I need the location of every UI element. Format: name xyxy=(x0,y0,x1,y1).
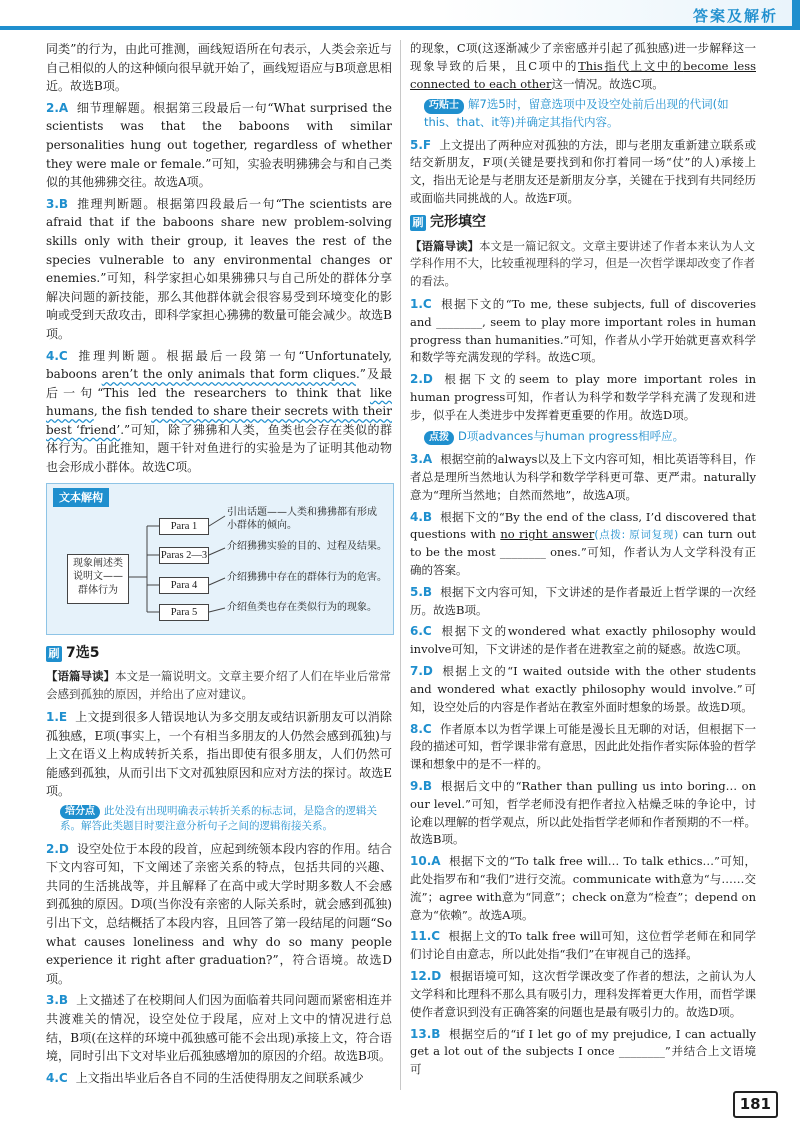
item-answer: C xyxy=(58,348,68,363)
item-answer: A xyxy=(431,854,441,869)
tip-text: 此处没有出现明确表示转折关系的标志词，是隐含的逻辑关系。解答此类题目时要注意分析句子之间的逻辑衔接关系。 xyxy=(60,804,377,833)
brush-icon: 刷 xyxy=(410,215,426,231)
answer-item xyxy=(410,662,756,716)
main-box-line: 说明文—— xyxy=(73,571,123,583)
item-answer: A xyxy=(422,452,433,467)
answer-item xyxy=(46,991,392,1065)
right-column xyxy=(410,40,756,1082)
para-box: Para 5 xyxy=(159,604,209,621)
answer-item xyxy=(410,1025,756,1079)
item-answer: B xyxy=(422,509,433,524)
item-number: 8. xyxy=(410,721,423,736)
answer-item xyxy=(46,708,392,801)
item-number: 2. xyxy=(46,100,59,115)
item-number: 5. xyxy=(410,137,423,152)
item-text: 根据上文的To talk free will可知，这位哲学老师在和同学们讨论自由意志，所以此处指“我们”在审视自己的选择。 xyxy=(410,929,756,962)
guide-tag: 【语篇导读】 xyxy=(46,669,115,684)
wavy-underlined-text: tended to share their secrets with their best ‘friend’ xyxy=(46,404,392,437)
item-text: 作者原本以为哲学课上可能是漫长且无聊的对话，但根据下一段的描述可知，哲学课非常有意思，因此此处指作者实际体验的哲学课和想象中的是不一样的。 xyxy=(410,721,756,772)
item-text: 的现象，C项(这逐渐减少了亲密感并引起了孤独感)进一步解释这一现象导致的后果，且C项中的 xyxy=(410,41,756,73)
item-text: 根据空后的“if I let go of my prejudice, I can actually get a lot out of the subjects I once ________”并结合上文语境可 xyxy=(410,1026,756,1077)
item-number: 5. xyxy=(410,584,423,599)
item-answer: D xyxy=(58,841,69,856)
answer-item xyxy=(410,450,756,504)
item-text: 根据语境可知，这次哲学课改变了作者的想法，之前认为人文学科和比理科不那么具有吸引力，理科发挥着更大作用，而哲学课使作者意识到没有正确答案的问题也是最有吸引力的。故选D项。 xyxy=(410,969,756,1019)
item-answer: B xyxy=(422,778,433,793)
para-description: 引出话题——人类和狒狒都有形成小群体的倾向。 xyxy=(227,506,377,531)
item-answer: C xyxy=(422,296,432,311)
item-text: 根据后文中的“Rather than pulling us into boring… on our level.”可知，哲学老师没有把作者拉入枯燥乏味的争论中，讨论难以理解的哲学观点，所以此处指哲学老师和作者预期的不一样。故选B项。 xyxy=(410,778,756,847)
tip-note xyxy=(424,428,756,446)
answer-item xyxy=(410,777,756,849)
para-box: Para 4 xyxy=(159,577,209,594)
column-divider xyxy=(400,40,401,1090)
item-text: 细节理解题。根据第三段最后一句“What surprised the scientists was that the baboons with similar personalities hung out together, regardless of whether they were male or female.”可知，实验表明狒狒会与和自己类似的其他狒狒交往。故选A项。 xyxy=(46,100,392,190)
underlined-text: This指代上文中的 xyxy=(578,58,684,73)
answer-item xyxy=(410,295,756,367)
item-number: 1. xyxy=(46,709,59,724)
wavy-underlined-text: aren’t the only animals that form cliques xyxy=(101,367,356,382)
main-box-line: 现象阐述类 xyxy=(73,557,123,569)
answer-item xyxy=(410,927,756,964)
item-number: 11. xyxy=(410,929,432,944)
item-number: 4. xyxy=(46,348,59,363)
answer-item xyxy=(410,370,756,424)
tip-tag: 点拨 xyxy=(424,431,454,446)
para-box: Paras 2—3 xyxy=(159,547,209,564)
header-title: 答案及解析 xyxy=(692,7,778,25)
wavy-underlined-text: like humans xyxy=(46,385,392,419)
item-number: 12. xyxy=(410,969,432,984)
item-text: 推理判断题。根据第四段最后一句“The scientists are afraid that if the baboons share new problem-solving skills only with their group, it leaves the rest of the species vulnerable to any environmental changes or enemies.”可知，科学家担心如果狒狒只与自己所处的群体分享解决问题的新技能，那么其他群体就会很容易受到环境变化的影响或受到天敌攻击，即科学家担心狒狒的数量可能会减少。故选B项。 xyxy=(46,196,392,341)
item-text: 根据下文的“To talk free will… To talk ethics…”可知，此处指罗布和“我们”进行交流。communicate with意为“与……交流”；agree with意为“同意”；check on意为“检查”；depend on意为“依赖”。故选A项。 xyxy=(410,854,756,922)
answer-item xyxy=(410,622,756,659)
tip-text: D项advances与human progress相呼应。 xyxy=(458,428,685,443)
answer-item xyxy=(410,720,756,774)
answer-item xyxy=(46,840,392,989)
item-answer: F xyxy=(422,137,432,152)
item-number: 10. xyxy=(410,854,432,869)
brush-icon: 刷 xyxy=(46,646,62,662)
answer-item xyxy=(46,347,392,477)
item-number: 4. xyxy=(46,1070,59,1085)
item-number: 9. xyxy=(410,778,423,793)
item-answer: C xyxy=(431,929,441,944)
item-number: 13. xyxy=(410,1026,432,1041)
section-title: 完形填空 xyxy=(430,213,486,230)
answer-item xyxy=(46,99,392,192)
reading-guide xyxy=(410,238,756,291)
item-number: 3. xyxy=(46,196,59,211)
item-text: 上文提到很多人错误地认为多交朋友或结识新朋友可以消除孤独感，E项(事实上，一个有相当多朋友的人仍然会感到孤独)与上文在语义上构成转折关系，指出即使有很多朋友，人们仍然可能感到孤独，从而引出下文对孤独原因和应对方法的探讨。故选E项。 xyxy=(46,709,392,799)
answer-item xyxy=(410,136,756,208)
item-text: 这一情况。故选C项。 xyxy=(551,76,664,91)
answer-item xyxy=(410,967,756,1021)
guide-text: 本文是一篇记叙文。文章主要讲述了作者本来认为人文学科作用不大，比较重视理科的学习，但是一次哲学课却改变了作者的看法。 xyxy=(410,238,755,289)
item-answer: C xyxy=(422,721,432,736)
item-text: 根据上文的“I waited outside with the other students and wondered what exactly philosophy would involve.”可知，设空处后的内容是作者站在教室外面时想象的场景。故选D项。 xyxy=(410,664,756,714)
item-answer: D xyxy=(431,969,442,984)
item-text: 根据下文的seem to play more important roles in human progress可知，作者认为科学和数学学科充满了发现和进步，似乎在人类进步中发挥着更重要的作用。故选D项。 xyxy=(410,372,756,422)
item-answer: E xyxy=(58,709,68,724)
para-box: Para 1 xyxy=(159,518,209,535)
item-number: 3. xyxy=(46,993,59,1008)
underlined-text: become less connected to each other xyxy=(410,58,756,91)
item-number: 3. xyxy=(410,452,423,467)
guide-tag: 【语篇导读】 xyxy=(410,238,479,253)
diagram-main-box xyxy=(67,554,129,604)
item-answer: C xyxy=(422,624,432,639)
item-number: 4. xyxy=(410,509,423,524)
main-box-line: 群体行为 xyxy=(78,584,118,596)
para-description: 介绍狒狒中存在的群体行为的危害。 xyxy=(227,571,387,583)
para-description: 介绍鱼类也存在类似行为的现象。 xyxy=(227,601,377,613)
page-number: 181 xyxy=(733,1091,778,1118)
item-number: 6. xyxy=(410,624,423,639)
item-text: .”及最后一句“This led the researchers to think that xyxy=(46,367,392,400)
answer-item xyxy=(410,852,756,924)
item-text: 根据下文内容可知，下文讲述的是作者最近上哲学课的一次经历。故选B项。 xyxy=(410,584,756,617)
header-bar xyxy=(0,26,800,30)
continued-paragraph xyxy=(410,40,756,93)
item-text: 根据下文的wondered what exactly philosophy would involve可知，下文讲述的是作者在进教室之前的疑惑。故选C项。 xyxy=(410,624,756,657)
item-number: 1. xyxy=(410,296,423,311)
item-text: 上文指出毕业后各自不同的生活使得朋友之间联系减少 xyxy=(75,1070,364,1085)
answer-item xyxy=(410,508,756,580)
section-heading xyxy=(46,643,392,665)
item-number: 2. xyxy=(410,372,423,387)
answer-item xyxy=(46,195,392,344)
text-structure-diagram xyxy=(46,483,394,635)
item-answer: B xyxy=(422,584,433,599)
item-text: 设空处位于本段的段首，应起到统领本段内容的作用。结合下文内容可知，下文阐述了亲密关系的特点，包括共同的兴趣、共同的生活挑战等，并且解释了在高中或大学时期多数人不会感到孤独的原因。D项(当你没有亲密的人际关系时，就会感到孤独)引出下文，总结概括了本段内容，且回答了第一段结尾的问题“So what causes loneliness and why do so many people experience it right after graduation?”，符合语境。故选D项。 xyxy=(46,841,392,986)
reading-guide xyxy=(46,668,392,704)
item-answer: B xyxy=(58,993,69,1008)
guide-text: 本文是一篇说明文。文章主要介绍了人们在毕业后常常会感到孤独的原因，并给出了应对建议。 xyxy=(46,669,391,702)
header-band xyxy=(0,0,800,26)
item-text: .”可知，除了狒狒和人类，鱼类也会存在类似的群体行为。由此推知，题干针对鱼进行的实验是为了证明其他动物也会形成小群体。故选C项。 xyxy=(46,422,392,475)
item-text: 推理判断题。根据最后一段第一句“Unfortunately, baboons xyxy=(46,348,392,382)
item-answer: A xyxy=(58,100,69,115)
tip-tag: 培分点 xyxy=(60,805,100,820)
item-text: can turn out to be the most ________ ones.”可知，作者认为人文学科没有正确的答案。 xyxy=(410,527,756,578)
item-answer: D xyxy=(422,664,433,679)
underlined-text: no right answer xyxy=(500,527,595,542)
item-text: 上文提出了两种应对孤独的方法，即与老朋友重新建立联系或结交新朋友，F项(关键是要找到和你打着同一场“仗”的人)承接上文，指出无论是与老朋友还是新朋友分享，关键在于找到有共同经历或面临共同挑战的人。故选F项。 xyxy=(410,137,756,206)
para-description: 介绍狒狒实验的目的、过程及结果。 xyxy=(227,540,387,552)
item-text: 根据空前的always以及上下文内容可知，相比英语等科目，作者总是理所当然地认为科学和数学学科更可靠、更严肃。naturally意为“理所当然地；自然而然地”，故选A项。 xyxy=(410,452,756,502)
section-title: 7选5 xyxy=(66,644,100,661)
item-answer: D xyxy=(422,372,433,387)
tip-tag: 点拨 xyxy=(598,529,622,542)
tip-tag: 巧贴士 xyxy=(424,99,464,114)
inline-tip: (点拨: 原词复现) xyxy=(594,529,679,542)
tip-text: 解7选5时，留意选项中及设空处前后出现的代词(如this、that、it等)并确定其指代内容。 xyxy=(424,97,729,129)
header-tab xyxy=(792,0,800,26)
item-number: 7. xyxy=(410,664,423,679)
intro-paragraph: 同类”的行为，由此可推测，画线短语所在句表示，人类会亲近与自己相似的人的这种倾向很早就开始了，画线短语应与B项意思相近。故选B项。 xyxy=(46,42,392,94)
section-heading xyxy=(410,212,756,234)
diagram-title: 文本解构 xyxy=(53,488,109,507)
left-column xyxy=(46,40,392,1090)
item-number: 2. xyxy=(46,841,59,856)
tip-note xyxy=(424,96,756,130)
tip-text: 原词复现 xyxy=(629,529,675,542)
item-text: , the fish xyxy=(93,404,152,419)
item-answer: B xyxy=(58,196,69,211)
answer-item xyxy=(410,583,756,620)
item-text: 上文描述了在校期间人们因为面临着共同问题而紧密相连并共渡难关的情况，设空处位于段尾，应对上文中的情况进行总结，B项(在这样的环境中孤独感可能不会出现)承接上文，符合语境，同时引出下文对毕业后孤独感增加的原因的介绍。故选B项。 xyxy=(46,993,392,1064)
answer-item xyxy=(46,1069,392,1088)
item-answer: C xyxy=(58,1070,68,1085)
tip-note xyxy=(60,804,392,835)
item-text: 根据下文的“By the end of the class, I’d discovered that questions with xyxy=(410,509,756,542)
item-text: 根据下文的“To me, these subjects, full of discoveries and ________, seem to play more important roles in human progress than humanities.”可知，作者从小学开始就更喜欢科学和数学等充满发现的学科。故选C项。 xyxy=(410,296,756,365)
item-answer: B xyxy=(431,1026,441,1041)
